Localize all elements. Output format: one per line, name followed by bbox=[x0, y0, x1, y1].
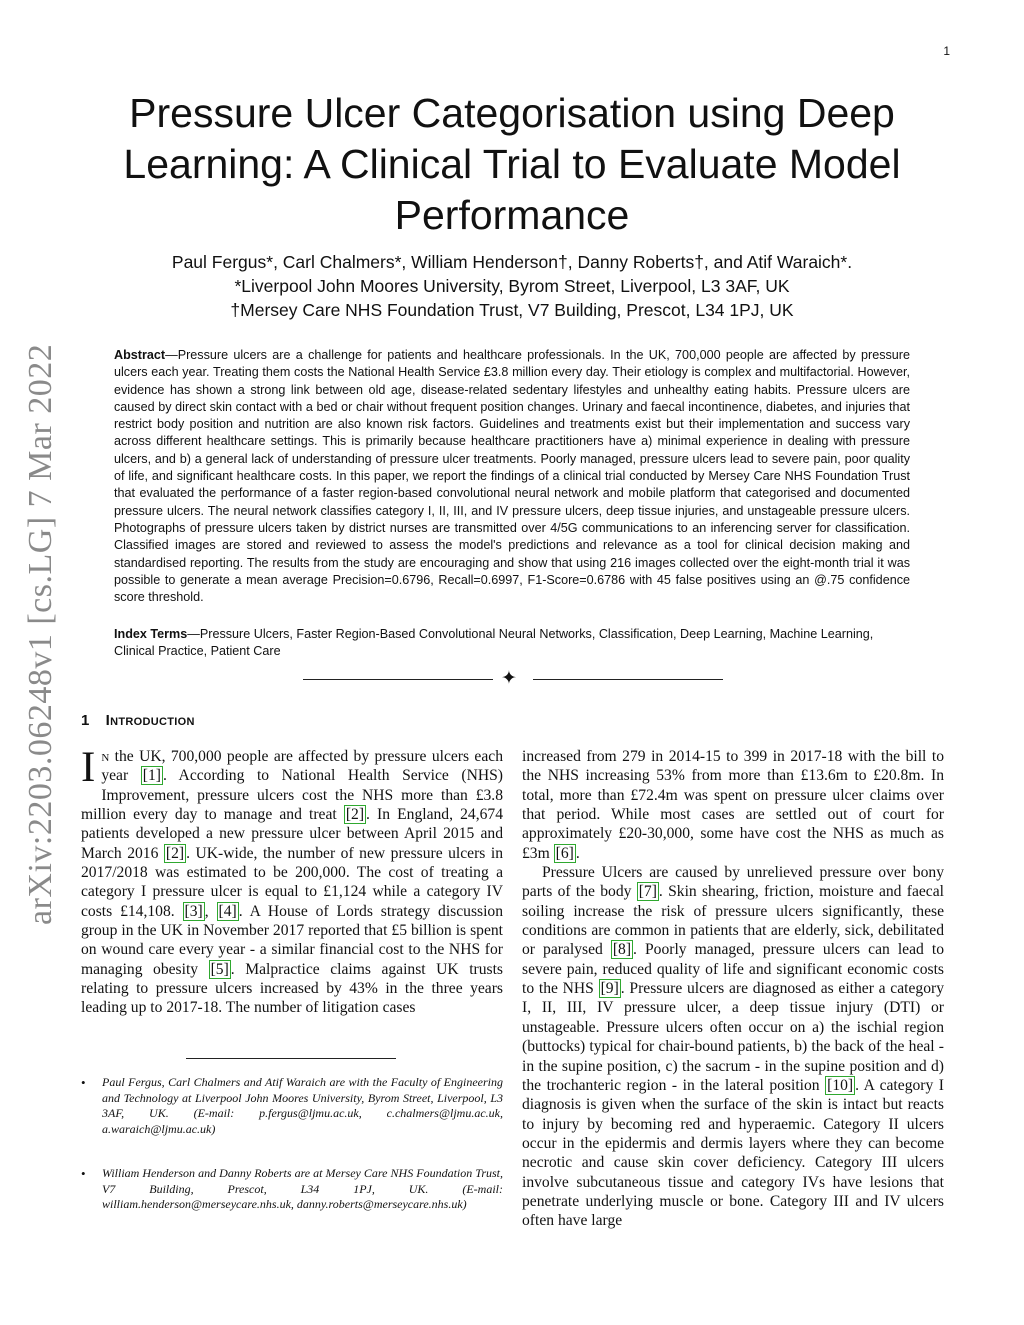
text-run: . Poorly managed, pressure ulcers can lead to severe pain, reduced quality of life and significant economic costs to the NHS bbox=[522, 941, 944, 998]
dropcap-letter: I bbox=[81, 744, 96, 791]
section-number: 1 bbox=[81, 712, 90, 729]
text-run: . Malpractice claims against UK trusts relating to pressure ulcers increased by 43% in the three years leading up to 2017-18. The number of litigation cases bbox=[81, 960, 503, 1017]
footnote-affiliation-ljmu bbox=[81, 1075, 503, 1137]
divider-star-icon: ✦ bbox=[501, 668, 517, 689]
divider-line-right bbox=[533, 679, 723, 680]
footnote-text: Paul Fergus, Carl Chalmers and Atif Waraich are with the Faculty of Engineering and Technology at Liverpool John Moores University, Byrom Street, Liverpool, L3 3AF, UK. (E-mail: p.fergus@ljmu.ac.uk, c.chalmers@ljmu.ac.uk, a.waraich@ljmu.ac.uk) bbox=[102, 1075, 503, 1136]
text-run: . UK-wide, the number of new pressure ulcers in 2017/2018 was estimated to be 200,000. The cost of treating a category I pressure ulcer is equal to £1,124 while a category IV costs £14,108. bbox=[81, 844, 503, 920]
index-terms-text: —Pressure Ulcers, Faster Region-Based Convolutional Neural Networks, Classification, Deep Learning, Machine Learning, Clinical Practice, Patient Care bbox=[114, 627, 874, 659]
paper-title: Pressure Ulcer Categorisation using Deep Learning: A Clinical Trial to Evaluate Model Performance bbox=[123, 90, 901, 238]
affiliation-mersey-care: †Mersey Care NHS Foundation Trust, V7 Building, Prescot, L34 1PJ, UK bbox=[230, 300, 794, 320]
citation-link[interactable]: [1] bbox=[142, 767, 161, 785]
page-number: 1 bbox=[943, 44, 950, 58]
author-names: Paul Fergus*, Carl Chalmers*, William Henderson†, Danny Roberts†, and Atif Waraich*. bbox=[171, 252, 853, 272]
text-run: the UK, 700,000 people are affected by pressure ulcers each year bbox=[101, 748, 503, 785]
right-column bbox=[522, 747, 944, 1231]
text-run: . In England, 24,674 patients developed a new pressure ulcer between April 2015 and March 2016 bbox=[81, 806, 503, 862]
section-divider bbox=[303, 670, 723, 688]
citation-link[interactable]: [9] bbox=[600, 980, 619, 998]
footnote-text: William Henderson and Danny Roberts are at Mersey Care NHS Foundation Trust, V7 Building, Prescot, L34 1PJ, UK. (E-mail: william.henderson@merseycare.nhs.uk, danny.roberts@merseycare.nhs.uk) bbox=[102, 1166, 503, 1212]
section-title: Introduction bbox=[105, 712, 195, 729]
bullet-icon: • bbox=[81, 1166, 86, 1181]
citation-link[interactable]: [2] bbox=[345, 806, 365, 824]
text-run: Pressure Ulcers are caused by unrelieved pressure over bony parts of the body bbox=[522, 864, 944, 901]
section-heading bbox=[81, 712, 195, 729]
footnote-affiliation-mersey-care bbox=[81, 1166, 503, 1213]
footnote-rule bbox=[186, 1058, 396, 1059]
divider-line-left bbox=[303, 679, 493, 680]
abstract-text: —Pressure ulcers are a challenge for patients and healthcare professionals. In the UK, 700,000 people are affected by pressure ulcers each year. Treating them costs the National Health Service £3.8 million every day. Their etiology is complex and multifactorial. However, evidence has shown a strong link between old age, disease-related sedentary lifestyles and unhealthy eating habits. Pressure ulcers are caused by direct skin contact with a bed or chair without frequent position changes. Urinary and faecal incontinence, diabetes, and injuries that restrict body position and nutrition are also known risk factors. Guidelines and treatments exist but their implementation and success vary across different healthcare settings. This is primarily because healthcare practitioners have a) minimal experience in dealing with pressure ulcers, and b) a general lack of understanding of pressure ulcer treatments. Poorly managed, pressure ulcers lead to severe pain, poor quality of life, and significant healthcare costs. In this paper, we report the findings of a clinical trial conducted by Mersey Care NHS Foundation Trust that evaluated the performance of a faster region-based convolutional neural network and mobile platform that categorised and documented pressure ulcers. The neural network classifies category I, II, III, and IV pressure ulcers, deep tissue injuries, and unstageable pressure ulcers. Photographs of pressure ulcers taken by district nurses are transmitted over 4/5G communications to an inferencing server for classification. Classified images are stored and reviewed to assess the model's predictions and relevance as a tool for clinical decision making and standardised reporting. The results from the study are encouraging and show that using 216 images collected over the eight-month trial it was possible to generate a mean average Precision=0.6796, Recall=0.6997, F1-Score=0.6786 with 45 false positives using an @.75 confidence score threshold. bbox=[114, 348, 910, 605]
intro-paragraph-2 bbox=[522, 863, 944, 1231]
bullet-icon: • bbox=[81, 1075, 86, 1090]
lead-word: n bbox=[101, 748, 110, 765]
arxiv-identifier-stamp: arXiv:2203.06248v1 [cs.LG] 7 Mar 2022 bbox=[22, 343, 59, 925]
index-terms-label: Index Terms bbox=[114, 627, 188, 641]
text-run: . A category I diagnosis is given when the surface of the skin is intact but reacts to injury by becoming red and hyperaemic. Category II ulcers occur in the epidermis and dermis layers where they can become necrotic and cause skin cover deficiency. Category III ulcers involve subcutaneous tissue and category IVs have lesions that penetrate underlying muscle or bone. Category III and IV ulcers often have large bbox=[522, 1076, 944, 1230]
text-run: . According to National Health Service (NHS) Improvement, pressure ulcers cost the NHS more than £3.8 million every day to manage and treat bbox=[81, 767, 503, 824]
citation-link[interactable]: [7] bbox=[638, 883, 657, 901]
citation-link[interactable]: [3] bbox=[184, 902, 203, 920]
abstract-label: Abstract bbox=[114, 348, 166, 362]
citation-link[interactable]: [6] bbox=[555, 844, 574, 862]
citation-link[interactable]: [5] bbox=[210, 960, 229, 978]
affiliation-ljmu: *Liverpool John Moores University, Byrom Street, Liverpool, L3 3AF, UK bbox=[234, 276, 790, 296]
intro-paragraph-1 bbox=[81, 744, 504, 1018]
abstract bbox=[114, 347, 910, 606]
text-run: . A House of Lords strategy discussion group in the UK in November 2017 reported that £5 billion is spent on wound care every year - a similar financial cost to the NHS for managing obesity bbox=[81, 902, 504, 978]
left-column bbox=[81, 744, 504, 1018]
text-run: . Pressure ulcers are diagnosed as either a category I, II, III, IV pressure ulcer, a deep tissue injury (DTI) or unstageable. Pressure ulcers often occur on a) the ischial region (buttocks) typical for chair-bound patients, b) the back of the heal - in the supine position, c) the sacrum - in the supine position and d) the trochanteric region - in the lateral position bbox=[522, 980, 944, 1094]
author-block bbox=[100, 250, 924, 322]
citation-link[interactable]: [8] bbox=[612, 941, 632, 959]
intro-paragraph-1-continued bbox=[522, 747, 944, 863]
text-run: . bbox=[575, 844, 580, 862]
text-run: increased from 279 in 2014-15 to 399 in 2017-18 with the bill to the NHS increasing 53% from more than £13.6m to £20.8m. In total, more than £72.4m was spent on pressure ulcer claims over that period. While most cases are settled out of court for approximately £20-30,000, some have cost the NHS as much as £3m bbox=[522, 748, 944, 862]
text-run: . Skin shearing, friction, moisture and faecal soiling increase the risk of pressure ulcers significantly, these conditions are common in patients that are elderly, sick, debilitated or paralysed bbox=[522, 883, 944, 959]
citation-link[interactable]: [10] bbox=[827, 1076, 854, 1094]
citation-link[interactable]: [4] bbox=[218, 902, 237, 920]
citation-link[interactable]: [2] bbox=[165, 844, 185, 862]
index-terms bbox=[114, 626, 910, 661]
text-run: , bbox=[204, 902, 217, 920]
